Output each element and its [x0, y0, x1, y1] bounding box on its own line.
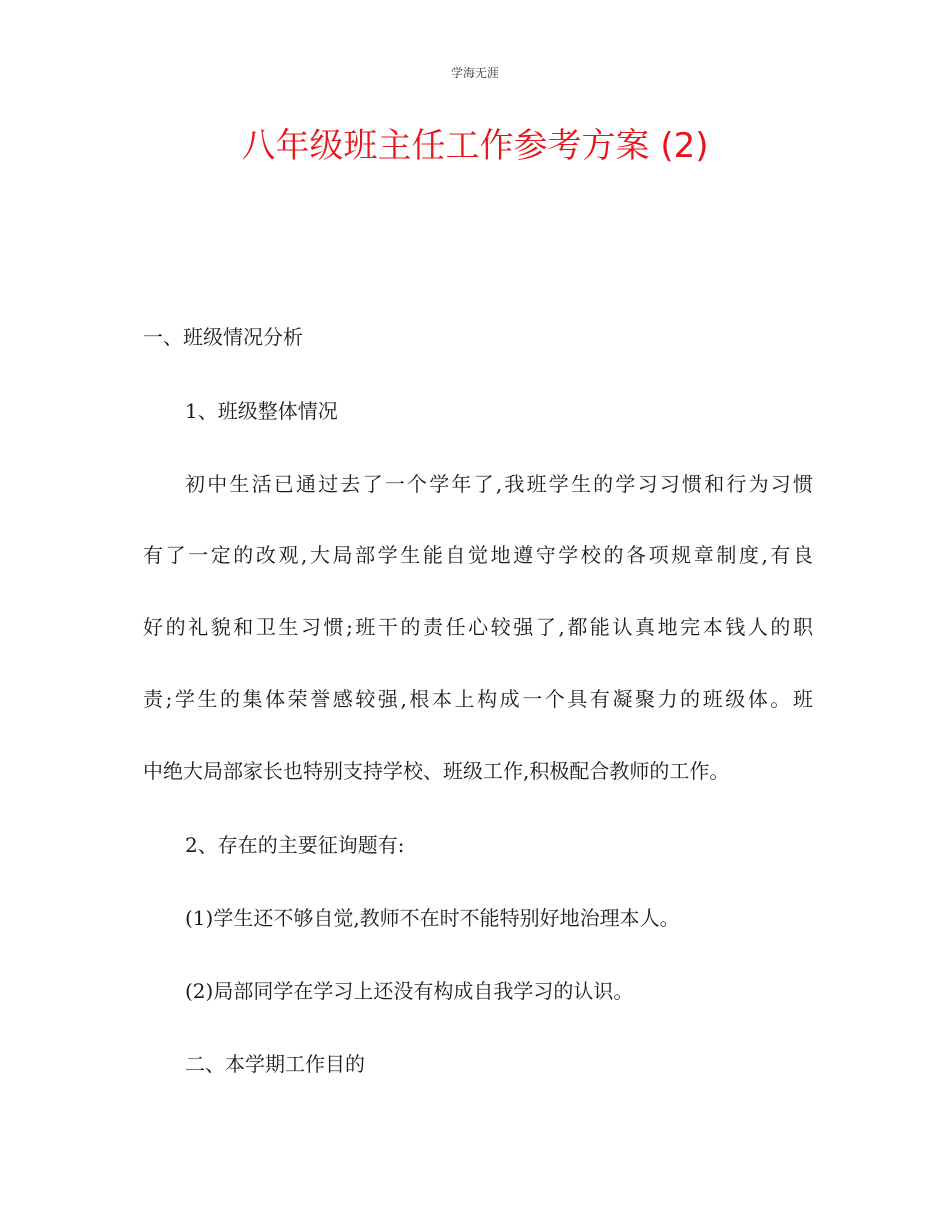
issue-item-2: (2)局部同学在学习上还没有构成自我学习的认识。	[185, 979, 634, 1003]
paragraph-line: 好的礼貌和卫生习惯;班干的责任心较强了,都能认真地完本钱人的职	[143, 615, 813, 639]
paragraph-line: 中绝大局部家长也特别支持学校、班级工作,积极配合教师的工作。	[143, 759, 730, 783]
subsection-heading-1: 1、班级整体情况	[185, 399, 338, 423]
subsection-heading-2: 2、存在的主要征询题有:	[185, 833, 405, 857]
header-note: 学海无涯	[450, 66, 499, 80]
paragraph-line: 有了一定的改观,大局部学生能自觉地遵守学校的各项规章制度,有良	[143, 543, 813, 567]
paragraph-line: 责;学生的集体荣誉感较强,根本上构成一个具有凝聚力的班级体。班	[143, 687, 813, 711]
issue-item-1: (1)学生还不够自觉,教师不在时不能特别好地治理本人。	[185, 906, 680, 930]
section-heading-2: 二、本学期工作目的	[185, 1052, 365, 1076]
section-heading-1: 一、班级情况分析	[143, 325, 303, 349]
document-title: 八年级班主任工作参考方案 (2)	[241, 126, 709, 166]
paragraph-line: 初中生活已通过去了一个学年了,我班学生的学习习惯和行为习惯	[185, 472, 813, 496]
